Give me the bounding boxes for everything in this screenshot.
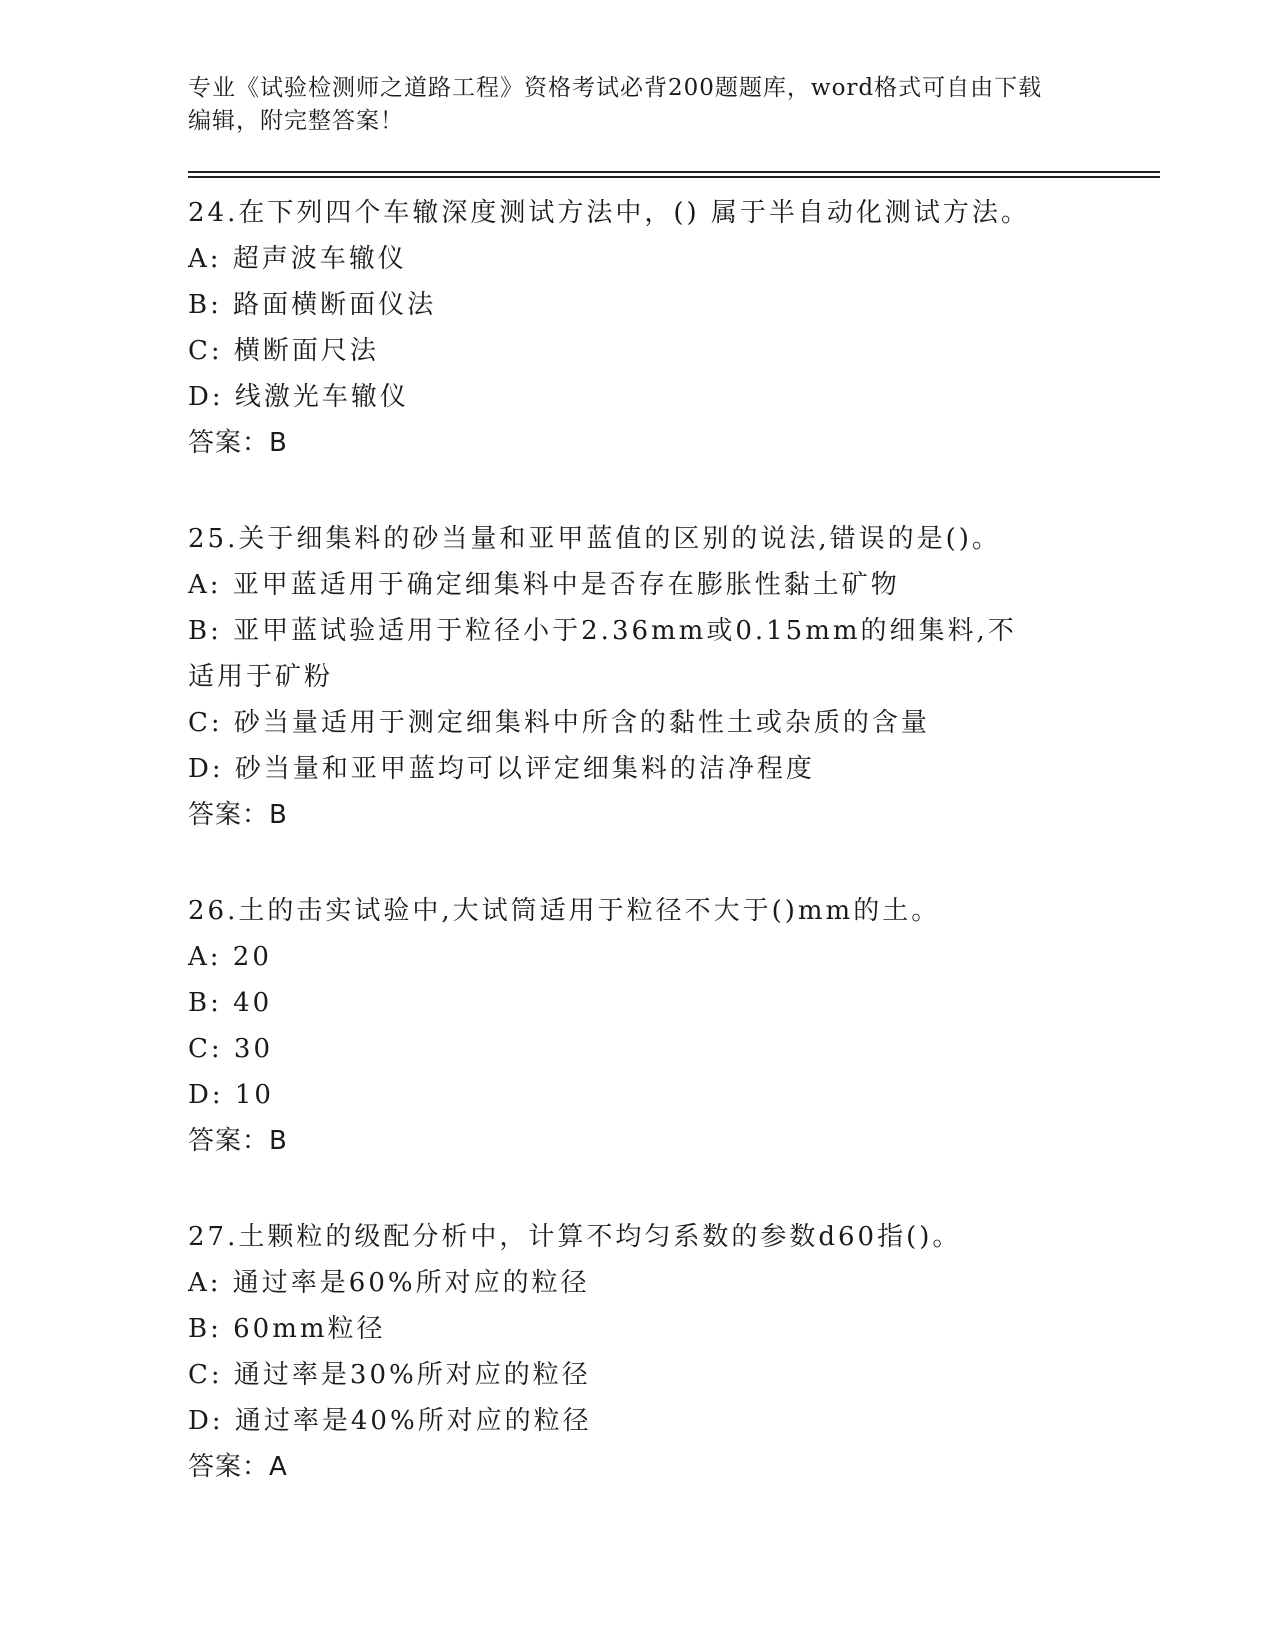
option-c: C: 通过率是30%所对应的粒径 [188, 1360, 591, 1390]
option-b: B: 亚甲蓝试验适用于粒径小于2.36mm或0.15mm的细集料,不适用于矿粉 [188, 616, 1017, 692]
header-line-1: 专业《试验检测师之道路工程》资格考试必背200题题库，word格式可自由下载 [188, 75, 1043, 101]
option-d: D: 通过率是40%所对应的粒径 [188, 1406, 592, 1436]
document-header [188, 72, 1068, 138]
header-rule-top [188, 171, 1160, 173]
option-a: A: 通过率是60%所对应的粒径 [188, 1268, 590, 1298]
option-b: B: 路面横断面仪法 [188, 290, 437, 320]
option-b: B: 40 [188, 988, 273, 1018]
answer: 答案：B [188, 800, 288, 830]
answer: 答案：B [188, 1126, 288, 1156]
question-24 [188, 190, 1088, 466]
option-c: C: 砂当量适用于测定细集料中所含的黏性土或杂质的含量 [188, 708, 930, 738]
question-list [188, 190, 1088, 1540]
option-d: D: 10 [188, 1080, 274, 1110]
question-stem: 24.在下列四个车辙深度测试方法中，() 属于半自动化测试方法。 [188, 198, 1030, 228]
question-25 [188, 516, 1088, 838]
question-stem: 26.土的击实试验中,大试筒适用于粒径不大于()mm的土。 [188, 896, 941, 926]
option-b: B: 60mm粒径 [188, 1314, 386, 1344]
header-line-2: 编辑，附完整答案！ [188, 108, 404, 134]
question-26 [188, 888, 1088, 1164]
answer: 答案：B [188, 428, 288, 458]
option-c: C: 横断面尺法 [188, 336, 379, 366]
option-d: D: 砂当量和亚甲蓝均可以评定细集料的洁净程度 [188, 754, 815, 784]
question-stem: 25.关于细集料的砂当量和亚甲蓝值的区别的说法,错误的是()。 [188, 524, 1001, 554]
option-c: C: 30 [188, 1034, 274, 1064]
question-stem: 27.土颗粒的级配分析中，计算不均匀系数的参数d60指()。 [188, 1222, 962, 1252]
header-rule-bottom [188, 176, 1160, 178]
option-a: A: 亚甲蓝适用于确定细集料中是否存在膨胀性黏土矿物 [188, 570, 900, 600]
option-d: D: 线激光车辙仪 [188, 382, 409, 412]
question-27 [188, 1214, 1088, 1490]
answer: 答案：A [188, 1452, 288, 1482]
option-a: A: 超声波车辙仪 [188, 244, 407, 274]
option-a: A: 20 [188, 942, 272, 972]
